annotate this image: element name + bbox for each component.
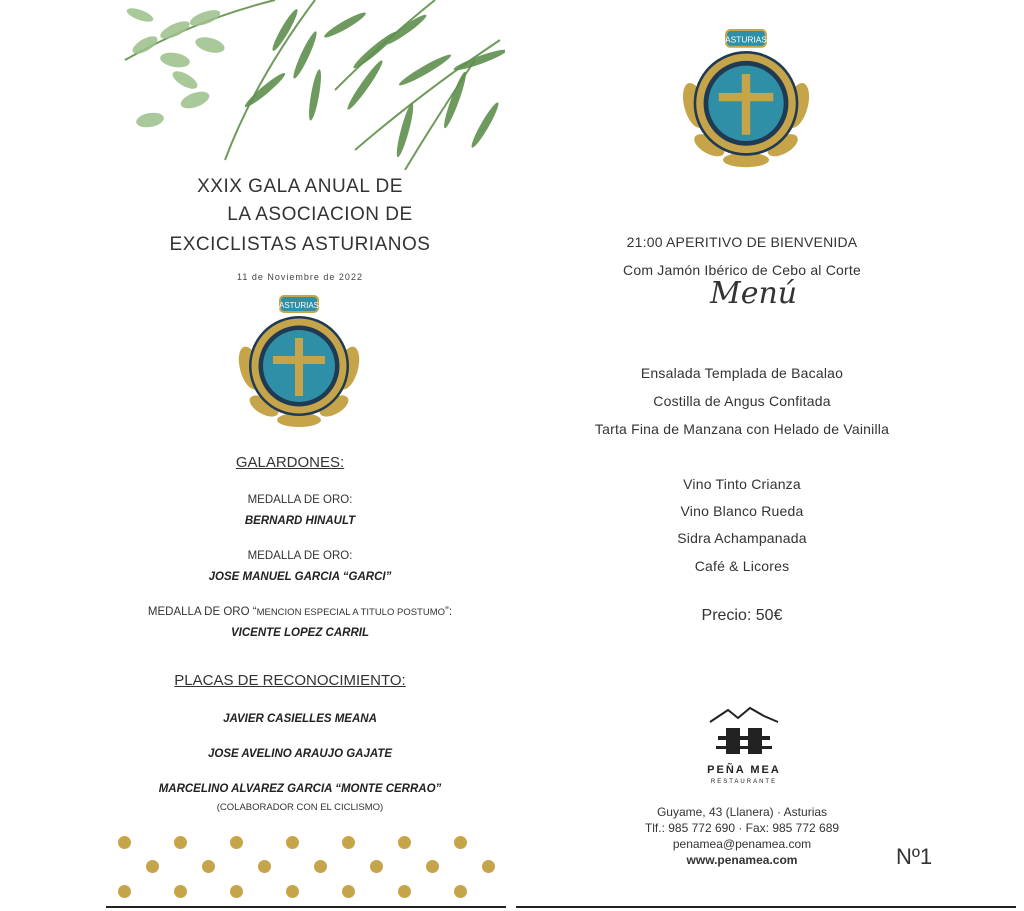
menu-number: Nº1 [896, 844, 933, 869]
left-bottom-rule [106, 906, 506, 908]
award-2-name: JOSE MANUEL GARCIA “GARCI” [208, 571, 392, 583]
plaque-3: MARCELINO ALVAREZ GARCIA “MONTE CERRAO” [158, 783, 442, 795]
award-3-label: MEDALLA DE ORO “MENCION ESPECIAL A TITULO POSTUMO”: [147, 606, 453, 618]
aperitif-detail: Com Jamón Ibérico de Cebo al Corte [623, 262, 861, 278]
restaurant-web: www.penamea.com [686, 853, 798, 867]
plaque-1: JAVIER CASIELLES MEANA [223, 713, 377, 725]
drink-3: Sidra Achampanada [677, 530, 807, 546]
drink-2: Vino Blanco Rueda [680, 503, 804, 519]
restaurant-phones: Tlf.: 985 772 690 · Fax: 985 772 689 [644, 821, 840, 835]
gala-date: 11 de Noviembre de 2022 [237, 272, 363, 282]
dish-3: Tarta Fina de Manzana con Helado de Vainilla [594, 421, 890, 437]
dish-1: Ensalada Templada de Bacalao [640, 365, 844, 381]
gala-title-line-1: XXIX GALA ANUAL DE [197, 176, 403, 197]
restaurant-email: penamea@penamea.com [672, 837, 812, 851]
plaque-2: JOSE AVELINO ARAUJO GAJATE [207, 748, 393, 760]
drink-4: Café & Licores [694, 558, 790, 574]
gala-title-line-3: EXCICLISTAS ASTURIANOS [169, 234, 431, 255]
plaque-3-note: (COLABORADOR CON EL CICLISMO) [216, 802, 384, 813]
aperitif-line: 21:00 APERITIVO DE BIENVENIDA [626, 234, 858, 250]
menu-heading: Menú [710, 276, 798, 311]
restaurant-subtitle: RESTAURANTE [710, 779, 778, 785]
price: Precio: 50€ [701, 607, 783, 624]
restaurant-address: Guyame, 43 (Llanera) · Asturias [656, 805, 828, 819]
plaques-heading: PLACAS DE RECONOCIMIENTO: [174, 672, 406, 689]
right-page [512, 0, 1024, 911]
gala-title-line-2: LA ASOCIACION DE [227, 204, 413, 225]
award-3-name: VICENTE LOPEZ CARRIL [230, 627, 369, 639]
awards-heading: GALARDONES: [235, 454, 345, 471]
award-1-name: BERNARD HINAULT [244, 515, 356, 527]
award-1-label: MEDALLA DE ORO: [247, 494, 353, 506]
drink-1: Vino Tinto Crianza [683, 476, 801, 492]
pena-mea-logo-icon [708, 702, 780, 764]
restaurant-name: PEÑA MEA [707, 764, 781, 776]
award-2-label: MEDALLA DE ORO: [247, 550, 353, 562]
right-bottom-rule [516, 906, 1016, 908]
asturias-emblem-left [236, 288, 362, 430]
leaves-decoration [105, 0, 505, 170]
emblem-top-text: ASTURIAS [278, 301, 320, 310]
asturias-emblem-right [680, 18, 812, 174]
emblem-top-text-right: ASTURIAS [725, 34, 767, 45]
dish-2: Costilla de Angus Confitada [653, 393, 831, 409]
